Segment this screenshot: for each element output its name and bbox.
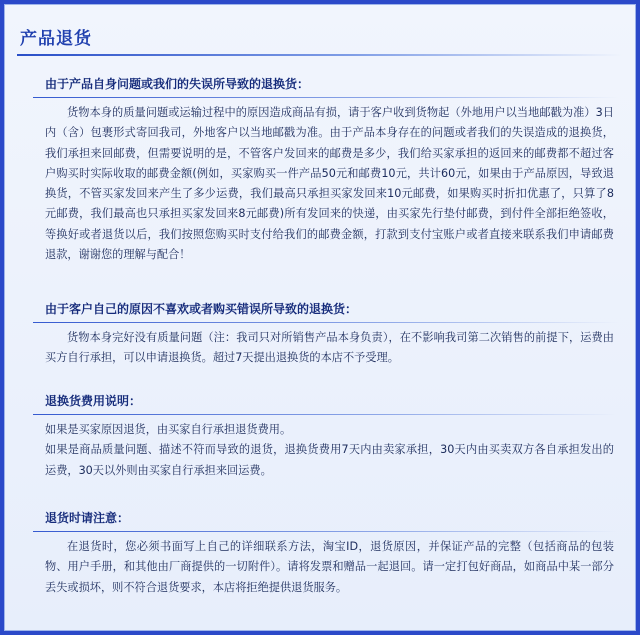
section-return-fee-notes [33, 391, 618, 481]
section-return-precautions [33, 508, 618, 598]
section-body [45, 328, 614, 369]
section-title: 由于客户自己的原因不喜欢或者购买错误所导致的退换货： [45, 302, 358, 316]
section-title: 由于产品自身问题或我们的失误所导致的退换货： [45, 77, 310, 91]
section-paragraph: 在退货时，您必须书面写上自己的详细联系方法，淘宝ID，退货原因，并保证产品的完整（包括商品的包装物、用户手册，和其他由厂商提供的一切附件）。请将发票和赠品一起退回。请一定打包好商品，如商品中某一部分丢失或损坏，则不符合退货要求，本店将拒绝提供退货服务。 [45, 540, 614, 594]
return-policy-panel [4, 4, 636, 631]
section-divider [33, 97, 618, 98]
section-paragraph: 如果是买家原因退货，由买家自行承担退货费用。 [45, 423, 292, 436]
section-title: 退货时请注意： [45, 511, 130, 525]
section-paragraph: 货物本身完好没有质量问题（注：我司只对所销售产品本身负责），在不影响我司第二次销售的前提下，运费由买方自行承担，可以申请退换货。超过7天提出退换货的本店不予受理。 [45, 331, 614, 365]
section-body [45, 420, 614, 481]
page-title: 产品退货 [20, 29, 92, 49]
section-title: 退换货费用说明： [45, 394, 142, 408]
section-divider [33, 322, 618, 323]
section-paragraph: 货物本身的质量问题或运输过程中的原因造成商品有损，请于客户收到货物起（外地用户以当地邮戳为准）3日内（含）包裹形式寄回我司，外地客户以当地邮戳为准。由于产品本身存在的问题或者我们的失误造成的退换货，我们承担来回邮费，但需要说明的是，不管客户发回来的邮费是多少，我们给买家承担的返回来的邮费都不超过客户购买时实际收取的邮费金额(例如，买家购买一件产品50元和邮费10元，共计60元，如果由于产品原因，导致退换货，不管买家发回来产生了多少运费，我们最高只承担买家发回来10元邮费，如果购买时折扣优惠了，只算了8元邮费，我们最高也只承担买家发回来8元邮费)所有发回来的快递，由买家先行垫付邮费，到付件全部拒绝签收，等换好或者退货以后，我们按照您购买时支付给我们的邮费金额，打款到支付宝账户或者直接来联系我们申请邮费退款，谢谢您的理解与配合！ [45, 106, 614, 262]
header-divider [17, 54, 623, 56]
section-body [45, 537, 614, 598]
section-divider [33, 531, 618, 532]
section-body [45, 103, 614, 265]
section-customer-reason-returns [33, 299, 618, 369]
section-paragraph: 如果是商品质量问题、描述不符而导致的退货，退换货费用7天内由卖家承担，30天内由买卖双方各自承担发出的运费，30天以外则由买家自行承担来回运费。 [45, 443, 614, 477]
section-divider [33, 414, 618, 415]
page-header [5, 5, 635, 57]
section-quality-issue-returns [33, 74, 618, 265]
